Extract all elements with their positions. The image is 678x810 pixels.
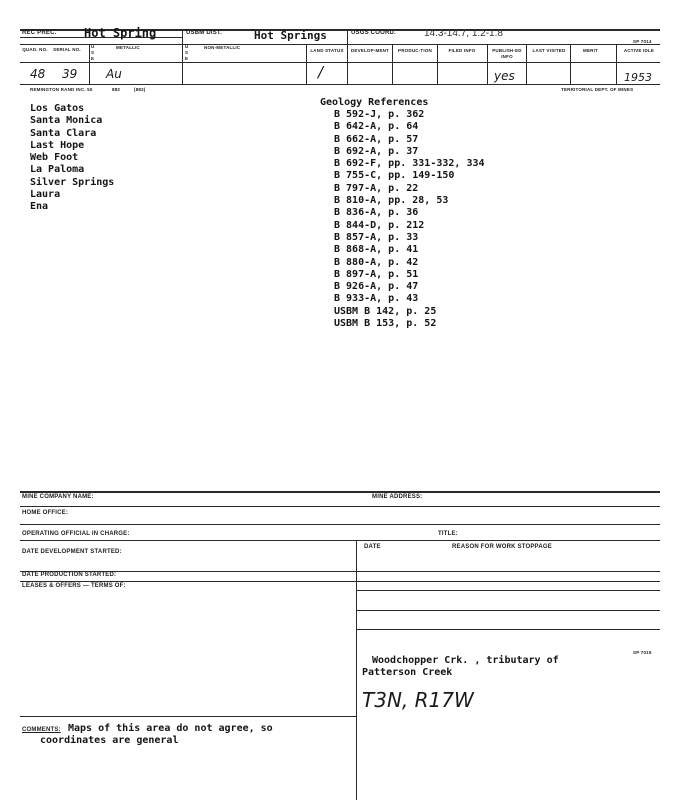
mine-address-label: MINE ADDRESS:: [372, 494, 423, 500]
lower-form-top-rule: [20, 491, 660, 493]
published-info-value: yes: [494, 69, 515, 83]
company-name-label: MINE COMPANY NAME:: [22, 494, 94, 500]
geology-reference: USBM B 153, p. 52: [334, 318, 437, 330]
filed-info-label: FILED INFO: [448, 48, 476, 53]
rec-prec-value: Hot Spring: [84, 26, 157, 40]
mine-name: Last Hope: [30, 139, 85, 151]
use-left-e: E: [91, 56, 95, 61]
geology-reference: B 933-A, p. 43: [334, 293, 419, 305]
geology-reference: B 755-C, pp. 149-150: [334, 170, 455, 182]
use-left-u: U: [91, 44, 95, 49]
mine-name: Los Gatos: [30, 103, 85, 114]
mine-name: Ena: [30, 201, 49, 213]
date-label: DATE: [364, 544, 381, 550]
active-idle-label: ACTIVE IDLE: [623, 48, 655, 53]
use-right-e: E: [185, 56, 189, 61]
geology-reference: B 797-A, p. 22: [334, 182, 419, 194]
geology-reference: B 662-A, p. 57: [334, 133, 419, 145]
mine-name: Santa Clara: [30, 127, 97, 139]
usgs-coord-value: 14.3-14.7, 1.2-1.8: [424, 28, 503, 39]
date-development-label: DATE DEVELOPMENT STARTED:: [22, 549, 122, 555]
geology-reference: B 926-A, p. 47: [334, 281, 419, 293]
date-production-label: DATE PRODUCTION STARTED:: [22, 572, 117, 578]
geology-reference: B 810-A, pp. 28, 53: [334, 195, 449, 207]
comments-line-2: coordinates are general: [40, 735, 179, 746]
mine-name: Silver Springs: [30, 176, 115, 188]
geology-reference: B 857-A, p. 33: [334, 231, 419, 243]
location-form-number: SP 7015: [633, 650, 652, 655]
quad-value: 48: [30, 67, 46, 81]
geology-reference: USBM B 142, p. 25: [334, 305, 437, 317]
usbm-dist-label: USBM DIST.: [186, 30, 223, 36]
last-visited-value: 1953: [624, 71, 652, 84]
location-line-1: Woodchopper Crk. , tributary of: [372, 655, 559, 666]
comments-line-1: Maps of this area do not agree, so: [68, 723, 273, 734]
township-range: T3N, R17W: [362, 688, 474, 712]
geology-reference: B 692-A, p. 37: [334, 145, 419, 157]
printer-code-1: 882: [112, 87, 121, 92]
production-label: PRODUC-TION: [398, 48, 432, 53]
geology-reference: B 592-J, p. 362: [334, 109, 425, 120]
geology-references-list: [334, 109, 485, 330]
merit-label: MERIT: [583, 48, 598, 53]
comments-label: COMMENTS:: [22, 727, 61, 733]
metallic-label: METALLIC: [116, 45, 141, 50]
form-number: SP 7014: [633, 39, 652, 44]
usbm-dist-value: Hot Springs: [254, 29, 327, 42]
usgs-coord-label: USGS COORD.: [351, 30, 396, 36]
geology-reference: B 868-A, p. 41: [334, 244, 419, 256]
rec-prec-label: REC PREC.: [22, 30, 57, 36]
use-right-s: S: [185, 50, 189, 55]
land-status-value: /: [318, 63, 324, 81]
location-line-2: Patterson Creek: [362, 667, 453, 678]
land-status-label: LAND STATUS: [310, 48, 344, 53]
quad-label: QUAD. NO.: [22, 47, 48, 52]
geology-reference: B 642-A, p. 64: [334, 121, 419, 133]
reason-label: REASON FOR WORK STOPPAGE: [452, 544, 552, 550]
use-right-u: U: [185, 44, 189, 49]
use-left-s: S: [91, 50, 95, 55]
mine-names-list: [30, 103, 114, 214]
geology-reference: B 880-A, p. 42: [334, 256, 419, 268]
leases-label: LEASES & OFFERS — TERMS OF:: [22, 583, 126, 589]
metallic-value: Au: [106, 67, 122, 81]
geology-reference: B 836-A, p. 36: [334, 207, 419, 219]
operating-official-label: OPERATING OFFICIAL IN CHARGE:: [22, 531, 130, 537]
mine-name: Web Foot: [30, 152, 79, 164]
mine-name: Laura: [30, 189, 61, 201]
printer-code-2: (882): [134, 87, 146, 92]
printer-note: REMINGTON RAND INC. 50: [30, 87, 93, 92]
serial-label: SERIAL NO.: [53, 47, 81, 52]
geology-references-title: Geology References: [320, 97, 429, 108]
non-metallic-label: NON-METALLIC: [204, 45, 241, 50]
mine-name: La Paloma: [30, 164, 85, 176]
published-info-label: PUBLISH-ED INFO: [492, 48, 522, 59]
title-label: TITLE:: [438, 531, 458, 537]
geology-reference: B 844-D, p. 212: [334, 219, 425, 231]
geology-reference: B 692-F, pp. 331-332, 334: [334, 158, 485, 170]
serial-value: 39: [62, 67, 78, 81]
territorial-label: TERRITORIAL DEPT. OF MINES: [561, 87, 634, 92]
geology-reference: B 897-A, p. 51: [334, 268, 419, 280]
last-visited-label: LAST VISITED: [532, 48, 566, 53]
development-label: DEVELOP-MENT: [350, 48, 390, 53]
home-office-label: HOME OFFICE:: [22, 510, 69, 516]
mine-name: Santa Monica: [30, 115, 103, 127]
